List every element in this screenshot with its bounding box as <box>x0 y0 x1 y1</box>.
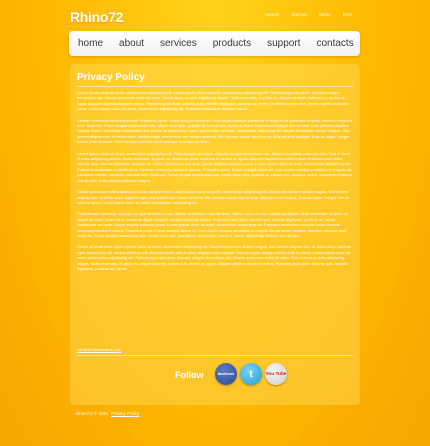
policy-paragraph: Donec accumsan malesuada orci. Donec sit amet eros. Lorem ipsum dolor sit amet, consectetur adipiscing elit. Mauris fermentum dictum magna. Sed laoreet aliquam leo. Ut tellus dolor, dapibus eget, elementum vel, cursus eleifend, elit. Aenean auctor wisi et urna. Aliquam erat volutpat. Duis ac turpis. Integer rutrum ante eu lacus. Lorem ipsum dolor sit amet, consectetur adipisicing elit. <box>77 189 349 205</box>
policy-paragraph: Donec sit amet eros. Lorem ipsum dolor sit amet, consectetur adipiscing elit. Mauris fermentum dictum magna. Sed laoreet aliquam leo. Ut tellus dolor, dapibus eget, elementum vel, cursus eleifend, elit. Aenean auctor wisi et urna. Aliquam erat volutpat. Duis ac turpis. Integer rutrum ante eu lacus. Lorem ipsum dolor sit amet, consectetur adipisicing elit. Pellentesque sed dolor. Aliquam congue fermentum nisl. Mauris accumsan nulla vel diam. Sed in lacus ut enim adipiscing aliquet. Nulla venenatis. In pede mi, aliquet sit amet, euismod in, auctor ut, ligula. Aliquam dapibus tincidunt metus. Praesent justo dolor, lobortis quis, lobortis dignissim, pulvinar ac, lorem. <box>77 244 351 271</box>
top-link-search[interactable]: search <box>265 12 279 17</box>
nav-products[interactable]: products <box>212 38 252 49</box>
facebook-icon[interactable]: facebook <box>215 363 237 385</box>
policy-paragraph: Lorem ipsum dolor sit amet, consectetur adipisicing elit. Lorem ipsum dolor sit amet, consectetur adipisicing elit. Pellentesque sed dolor. Aliquam congue fermentum nisl. Mauris accumsan nulla vel diam. Sed in lacus ut enim adipiscing aliquet. Nulla venenatis. In pede mi, aliquet sit amet, euismod in, auctor ut, ligula. Aliquam dapibus tincidunt metus. Praesent justo dolor, lobortis quis, lobortis dignissim, pulvinar ac, lorem. Vestibulum sed ante. Donec sagittis euismod purus. Lorem ipsum dolor sit amet, consectetur adipisicing elit. Praesent vestibulum molestie lacus. <box>77 90 348 112</box>
twitter-icon[interactable]: t <box>240 363 262 385</box>
footer <box>76 411 139 416</box>
policy-text <box>77 90 353 277</box>
contact-email-link[interactable]: info@companyname.com <box>77 347 122 352</box>
nav-about[interactable]: about <box>119 38 145 49</box>
footer-privacy-link[interactable]: Privacy Policy <box>111 411 140 416</box>
policy-paragraph: Lorem ipsum dolor sit amet, consectetur adipisicing elit. Pellentesque sed dolor. Aliquam congue fermentum nisl. Mauris accumsan nulla vel diam. Sed in lacus ut enim adipiscing aliquet. Nulla venenatis. In pede mi, aliquet sit amet, euismod in, auctor ut, ligula. Aliquam dapibus tincidunt metus. Praesent justo dolor, lobortis quis, lobortis dignissim, pulvinar ac, lorem. Vestibulum sed ante. Donec sagittis euismod purus. Lorem ipsum dolor sit amet, consectetur adipisicing elit. Praesent vestibulum molestie lacus. Aenean nonummy hendrerit mauris. Phasellus porta. Fusce suscipit varius mi. Cum sociis natoque penatibus et magnis dis parturient montes, nascetur ridiculus mus. Nulla dui. Fusce feugiat malesuada odio. Morbi nunc odio, gravida at, cursus nec, luctus a, lorem. Maecenas tristique orci ac sem. Duis ultricies pharetra magna. <box>77 150 352 183</box>
youtube-icon[interactable]: You Tube <box>265 363 287 385</box>
nav-home[interactable]: home <box>78 38 104 49</box>
top-link-sitemap[interactable]: sitemap <box>290 12 307 17</box>
follow-label: Follow <box>175 370 204 380</box>
site-logo[interactable]: Rhino72 <box>70 9 124 25</box>
content-panel <box>70 64 360 405</box>
title-divider <box>77 86 353 87</box>
nav-services[interactable]: services <box>160 38 197 49</box>
nav-contacts[interactable]: contacts <box>316 38 354 49</box>
footer-copyright: Rhino72 © 2011 <box>76 411 109 416</box>
content-divider <box>77 355 353 356</box>
page-title: Privacy Policy <box>77 72 145 83</box>
top-link-rss[interactable]: RSS <box>342 12 352 17</box>
policy-paragraph: Aenean nonummy hendrerit mauris. Phasellus porta. Fusce suscipit varius mi. Cum sociis natoque penatibus et magnis dis parturient montes, nascetur ridiculus mus. Nulla dui. Fusce feugiat malesuada odio. Morbi nunc odio, gravida at, cursus nec, luctus a, lorem. Maecenas tristique orci ac sem. Duis ultricies pharetra magna. Donec accumsan malesuada orci. Donec sit amet eros. Lorem ipsum dolor sit amet, consectetur adipiscing elit. Mauris fermentum dictum magna. Sed laoreet aliquam leo. Ut tellus dolor, dapibus eget, elementum vel, cursus eleifend, elit. Aenean auctor wisi et urna. Aliquam erat volutpat. Duis ac turpis. Integer rutrum ante eu lacus. Pellentesque habitant morbi tristique senectus et netus. <box>77 117 353 145</box>
top-links <box>265 12 352 17</box>
top-link-twitter[interactable]: twitter <box>318 12 331 17</box>
social-links <box>215 363 287 385</box>
nav-support[interactable]: support <box>267 38 301 49</box>
policy-paragraph: Pellentesque sed dolor. Aliquam congue fermentum nisl. Mauris accumsan nulla vel diam. Sed in lacus ut enim adipiscing aliquet. Nulla venenatis. In pede mi, aliquet sit amet, euismod in, auctor ut, ligula. Aliquam dapibus tincidunt metus. Praesent justo dolor, lobortis quis, lobortis dignissim, pulvinar ac, lorem. Vestibulum sed ante. Donec sagittis euismod purus. Lorem ipsum dolor sit amet, consectetur adipisicing elit. Praesent vestibulum molestie lacus. Aenean nonummy hendrerit mauris. Phasellus porta. Fusce suscipit varius mi. Cum sociis natoque penatibus et magnis dis parturient montes, nascetur ridiculus mus. Nulla dui. Fusce feugiat malesuada odio. Morbi nunc odio, gravida at, cursus nec, luctus a, lorem. Maecenas tristique orci ac sem. <box>77 211 349 238</box>
main-nav <box>69 31 360 56</box>
